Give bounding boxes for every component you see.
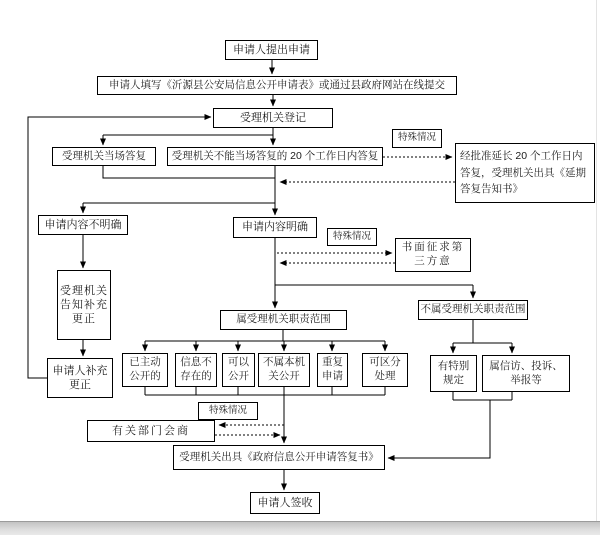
node-onspot-reply: 受理机关当场答复 [52, 147, 156, 166]
window-bottom-edge [0, 521, 600, 535]
node-content-unclear: 申请内容不明确 [38, 215, 128, 235]
node-special-case-bottom: 特殊情况 [198, 402, 258, 420]
node-separable-handling: 可区分处理 [362, 353, 408, 387]
node-reply-within-20-days: 受理机关不能当场答复的 20 个工作日内答复 [167, 147, 383, 166]
node-applicant-sign-receipt: 申请人签收 [250, 492, 320, 514]
node-approved-extension: 经批准延长 20 个工作日内答复，受理机关出具《延期答复告知书》 [455, 143, 595, 203]
node-special-provisions: 有特别规定 [430, 355, 477, 392]
node-applicant-supplement-correction: 申请人补充更正 [47, 358, 113, 398]
node-already-disclosed: 已主动公开的 [122, 353, 168, 387]
node-repeated-application: 重复申请 [317, 353, 348, 387]
node-petition-complaint-report: 属信访、投诉、举报等 [482, 355, 570, 392]
window-right-edge [596, 0, 597, 521]
node-within-authority-scope: 属受理机关职责范围 [220, 310, 347, 330]
node-information-not-exist: 信息不存在的 [175, 353, 217, 387]
node-seek-third-party-opinion: 书面征求第三方意 [395, 238, 471, 272]
node-fill-application-form: 申请人填写《沂源县公安局信息公开申请表》或通过县政府网站在线提交 [97, 76, 457, 95]
node-can-be-disclosed: 可以公开 [222, 353, 255, 387]
node-applicant-submit: 申请人提出申请 [225, 40, 318, 60]
node-special-case-mid: 特殊情况 [327, 228, 377, 246]
node-issue-reply-document: 受理机关出具《政府信息公开申请答复书》 [173, 445, 385, 470]
node-outside-authority-scope: 不属受理机关职责范围 [418, 300, 528, 320]
node-authority-register: 受理机关登记 [213, 108, 333, 128]
node-not-this-authority: 不属本机关公开 [258, 353, 310, 387]
node-notify-supplement-correction: 受理机关告知补充更正 [57, 270, 111, 340]
node-content-clear: 申请内容明确 [233, 217, 317, 238]
node-special-case-top: 特殊情况 [392, 129, 442, 148]
node-department-consultation: 有关部门会商 [87, 420, 215, 442]
